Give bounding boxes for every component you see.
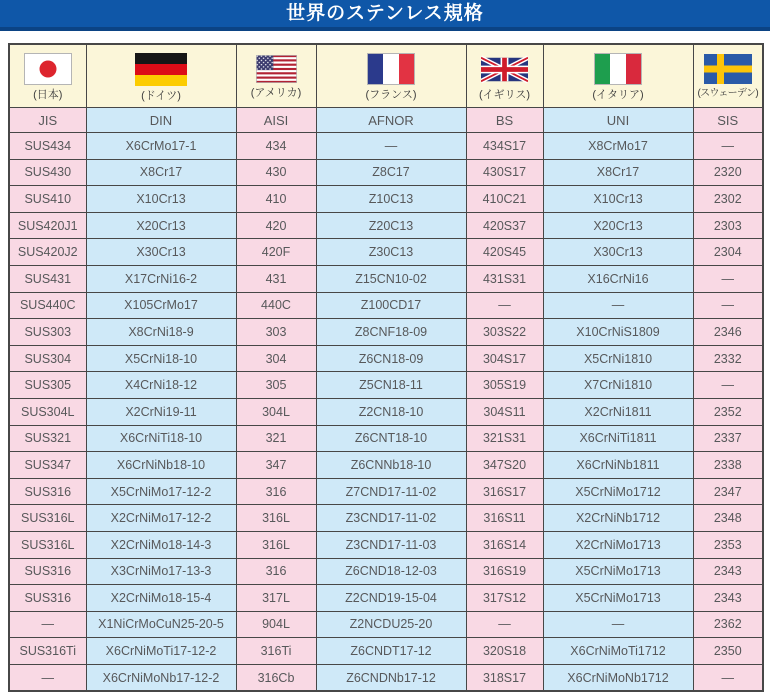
cell-aisi: 430: [236, 159, 316, 186]
cell-uni: X7CrNi1810: [543, 372, 693, 399]
page-title: [0, 0, 770, 31]
uk-flag-icon: [481, 54, 528, 85]
cell-sis: ―: [693, 133, 763, 160]
cell-jis: SUS303: [9, 319, 86, 346]
cell-aisi: 316L: [236, 505, 316, 532]
cell-aisi: 317L: [236, 585, 316, 612]
cell-sis: 2338: [693, 452, 763, 479]
cell-din: X20Cr13: [86, 212, 236, 239]
table-row: [9, 398, 763, 425]
cell-jis: SUS420J1: [9, 212, 86, 239]
table-row: [9, 452, 763, 479]
cell-din: X8Cr17: [86, 159, 236, 186]
table-row: [9, 292, 763, 319]
cell-uni: X2CrNiNb1712: [543, 505, 693, 532]
cell-uni: X5CrNiMo1712: [543, 478, 693, 505]
cell-afnor: Z2CND19-15-04: [316, 585, 466, 612]
header-italy: [543, 44, 693, 108]
cell-uni: X5CrNiMo1713: [543, 585, 693, 612]
cell-aisi: 316Cb: [236, 664, 316, 691]
cell-jis: SUS316Ti: [9, 638, 86, 665]
cell-sis: 2343: [693, 585, 763, 612]
standards-table: [8, 43, 764, 692]
cell-bs: 304S11: [466, 398, 543, 425]
cell-jis: SUS316: [9, 478, 86, 505]
country-label: (アメリカ): [250, 87, 302, 99]
cell-jis: SUS305: [9, 372, 86, 399]
cell-bs: 305S19: [466, 372, 543, 399]
cell-sis: ―: [693, 292, 763, 319]
sweden-flag-icon: [704, 54, 752, 84]
cell-uni: X8CrMo17: [543, 133, 693, 160]
cell-bs: 316S19: [466, 558, 543, 585]
cell-din: X5CrNi18-10: [86, 345, 236, 372]
table-row: [9, 212, 763, 239]
table-row: [9, 186, 763, 213]
column-header-aisi: AISI: [236, 108, 316, 133]
cell-bs: ―: [466, 292, 543, 319]
header-japan: [9, 44, 86, 108]
cell-afnor: Z3CND17-11-02: [316, 505, 466, 532]
cell-jis: SUS316: [9, 558, 86, 585]
cell-uni: X2CrNi1811: [543, 398, 693, 425]
cell-afnor: Z6CNDT17-12: [316, 638, 466, 665]
cell-afnor: Z7CND17-11-02: [316, 478, 466, 505]
country-label: (フランス): [365, 89, 417, 101]
cell-jis: SUS316L: [9, 505, 86, 532]
cell-din: X2CrNiMo17-12-2: [86, 505, 236, 532]
table-row: [9, 585, 763, 612]
cell-afnor: Z100CD17: [316, 292, 466, 319]
cell-din: X5CrNiMo17-12-2: [86, 478, 236, 505]
page-title-text: 世界のステンレス規格: [286, 3, 484, 24]
column-header-din: DIN: [86, 108, 236, 133]
cell-sis: 2337: [693, 425, 763, 452]
cell-aisi: 316Ti: [236, 638, 316, 665]
cell-bs: 420S45: [466, 239, 543, 266]
cell-uni: X6CrNiTi1811: [543, 425, 693, 452]
cell-aisi: 304: [236, 345, 316, 372]
cell-sis: 2352: [693, 398, 763, 425]
cell-uni: X16CrNi16: [543, 265, 693, 292]
cell-bs: 317S12: [466, 585, 543, 612]
cell-bs: 320S18: [466, 638, 543, 665]
column-header-afnor: AFNOR: [316, 108, 466, 133]
table-row: [9, 558, 763, 585]
table-row: [9, 319, 763, 346]
cell-uni: ―: [543, 292, 693, 319]
france-flag-icon: [367, 53, 415, 85]
table-row: [9, 265, 763, 292]
cell-afnor: Z3CND17-11-03: [316, 531, 466, 558]
italy-flag-icon: [594, 53, 642, 85]
cell-jis: ―: [9, 611, 86, 638]
cell-afnor: Z5CN18-11: [316, 372, 466, 399]
country-label: (ドイツ): [141, 89, 181, 102]
cell-bs: 318S17: [466, 664, 543, 691]
cell-sis: 2302: [693, 186, 763, 213]
cell-sis: 2350: [693, 638, 763, 665]
cell-aisi: 440C: [236, 292, 316, 319]
cell-bs: 420S37: [466, 212, 543, 239]
table-row: [9, 239, 763, 266]
cell-din: X8CrNi18-9: [86, 319, 236, 346]
cell-afnor: Z8C17: [316, 159, 466, 186]
cell-uni: X6CrNiMoNb1712: [543, 664, 693, 691]
cell-jis: SUS430: [9, 159, 86, 186]
cell-uni: X10CrNiS1809: [543, 319, 693, 346]
cell-sis: ―: [693, 664, 763, 691]
cell-aisi: 304L: [236, 398, 316, 425]
table-row: [9, 372, 763, 399]
cell-afnor: Z30C13: [316, 239, 466, 266]
country-label: (スウェーデン): [697, 88, 758, 99]
column-header-jis: JIS: [9, 108, 86, 133]
cell-jis: SUS304L: [9, 398, 86, 425]
cell-din: X1NiCrMoCuN25-20-5: [86, 611, 236, 638]
germany-flag-icon: [135, 53, 187, 86]
table-row: [9, 159, 763, 186]
cell-uni: X20Cr13: [543, 212, 693, 239]
cell-afnor: Z20C13: [316, 212, 466, 239]
cell-sis: 2303: [693, 212, 763, 239]
flag-header-row: [9, 44, 763, 108]
cell-afnor: Z8CNF18-09: [316, 319, 466, 346]
cell-bs: 316S17: [466, 478, 543, 505]
cell-afnor: Z10C13: [316, 186, 466, 213]
header-germany: [86, 44, 236, 108]
cell-bs: 304S17: [466, 345, 543, 372]
cell-jis: ―: [9, 664, 86, 691]
cell-sis: 2304: [693, 239, 763, 266]
table-row: [9, 611, 763, 638]
cell-sis: ―: [693, 265, 763, 292]
cell-bs: 316S11: [466, 505, 543, 532]
cell-aisi: 303: [236, 319, 316, 346]
header-usa: [236, 44, 316, 108]
cell-sis: 2346: [693, 319, 763, 346]
cell-din: X2CrNiMo18-15-4: [86, 585, 236, 612]
cell-sis: 2348: [693, 505, 763, 532]
cell-din: X3CrNiMo17-13-3: [86, 558, 236, 585]
japan-flag-icon: [24, 53, 72, 85]
country-label: (イギリス): [478, 88, 531, 101]
cell-afnor: Z2CN18-10: [316, 398, 466, 425]
cell-din: X2CrNiMo18-14-3: [86, 531, 236, 558]
column-header-sis: SIS: [693, 108, 763, 133]
cell-bs: 347S20: [466, 452, 543, 479]
cell-afnor: Z6CNNb18-10: [316, 452, 466, 479]
table-body: [9, 133, 763, 692]
cell-jis: SUS316L: [9, 531, 86, 558]
cell-aisi: 316: [236, 558, 316, 585]
cell-afnor: ―: [316, 133, 466, 160]
cell-bs: ―: [466, 611, 543, 638]
cell-din: X6CrNiTi18-10: [86, 425, 236, 452]
cell-aisi: 420F: [236, 239, 316, 266]
cell-uni: X5CrNi1810: [543, 345, 693, 372]
cell-jis: SUS440C: [9, 292, 86, 319]
cell-jis: SUS304: [9, 345, 86, 372]
cell-afnor: Z15CN10-02: [316, 265, 466, 292]
cell-uni: X5CrNiMo1713: [543, 558, 693, 585]
cell-din: X10Cr13: [86, 186, 236, 213]
cell-jis: SUS420J2: [9, 239, 86, 266]
cell-jis: SUS434: [9, 133, 86, 160]
cell-uni: X10Cr13: [543, 186, 693, 213]
cell-aisi: 410: [236, 186, 316, 213]
cell-aisi: 420: [236, 212, 316, 239]
code-header-row: [9, 108, 763, 133]
table-row: [9, 133, 763, 160]
cell-sis: 2353: [693, 531, 763, 558]
cell-afnor: Z6CN18-09: [316, 345, 466, 372]
cell-din: X2CrNi19-11: [86, 398, 236, 425]
usa-flag-icon: [256, 55, 297, 83]
cell-jis: SUS347: [9, 452, 86, 479]
cell-afnor: Z6CND18-12-03: [316, 558, 466, 585]
cell-uni: X8Cr17: [543, 159, 693, 186]
cell-din: X4CrNi18-12: [86, 372, 236, 399]
cell-sis: 2362: [693, 611, 763, 638]
cell-sis: 2320: [693, 159, 763, 186]
cell-bs: 430S17: [466, 159, 543, 186]
cell-aisi: 347: [236, 452, 316, 479]
cell-afnor: Z2NCDU25-20: [316, 611, 466, 638]
cell-din: X6CrNiMoNb17-12-2: [86, 664, 236, 691]
cell-jis: SUS410: [9, 186, 86, 213]
country-label: (日本): [33, 89, 63, 101]
header-uk: [466, 44, 543, 108]
cell-bs: 321S31: [466, 425, 543, 452]
cell-aisi: 431: [236, 265, 316, 292]
cell-aisi: 904L: [236, 611, 316, 638]
cell-aisi: 316: [236, 478, 316, 505]
cell-din: X6CrNiNb18-10: [86, 452, 236, 479]
table-row: [9, 531, 763, 558]
header-sweden: [693, 44, 763, 108]
cell-aisi: 321: [236, 425, 316, 452]
cell-uni: X30Cr13: [543, 239, 693, 266]
column-header-uni: UNI: [543, 108, 693, 133]
cell-uni: X6CrNiNb1811: [543, 452, 693, 479]
cell-aisi: 434: [236, 133, 316, 160]
cell-bs: 303S22: [466, 319, 543, 346]
cell-din: X17CrNi16-2: [86, 265, 236, 292]
table-row: [9, 425, 763, 452]
table-row: [9, 505, 763, 532]
cell-jis: SUS316: [9, 585, 86, 612]
cell-din: X30Cr13: [86, 239, 236, 266]
cell-din: X6CrNiMoTi17-12-2: [86, 638, 236, 665]
cell-bs: 410C21: [466, 186, 543, 213]
cell-uni: X6CrNiMoTi1712: [543, 638, 693, 665]
cell-sis: 2347: [693, 478, 763, 505]
cell-bs: 431S31: [466, 265, 543, 292]
table-row: [9, 664, 763, 691]
cell-uni: X2CrNiMo1713: [543, 531, 693, 558]
cell-afnor: Z6CNT18-10: [316, 425, 466, 452]
cell-afnor: Z6CNDNb17-12: [316, 664, 466, 691]
column-header-bs: BS: [466, 108, 543, 133]
cell-aisi: 316L: [236, 531, 316, 558]
cell-sis: 2343: [693, 558, 763, 585]
cell-bs: 316S14: [466, 531, 543, 558]
cell-aisi: 305: [236, 372, 316, 399]
cell-sis: 2332: [693, 345, 763, 372]
cell-jis: SUS431: [9, 265, 86, 292]
table-row: [9, 478, 763, 505]
country-label: (イタリア): [592, 89, 644, 101]
table-row: [9, 638, 763, 665]
cell-bs: 434S17: [466, 133, 543, 160]
cell-jis: SUS321: [9, 425, 86, 452]
cell-din: X105CrMo17: [86, 292, 236, 319]
cell-uni: ―: [543, 611, 693, 638]
cell-sis: ―: [693, 372, 763, 399]
header-france: [316, 44, 466, 108]
table-row: [9, 345, 763, 372]
cell-din: X6CrMo17-1: [86, 133, 236, 160]
